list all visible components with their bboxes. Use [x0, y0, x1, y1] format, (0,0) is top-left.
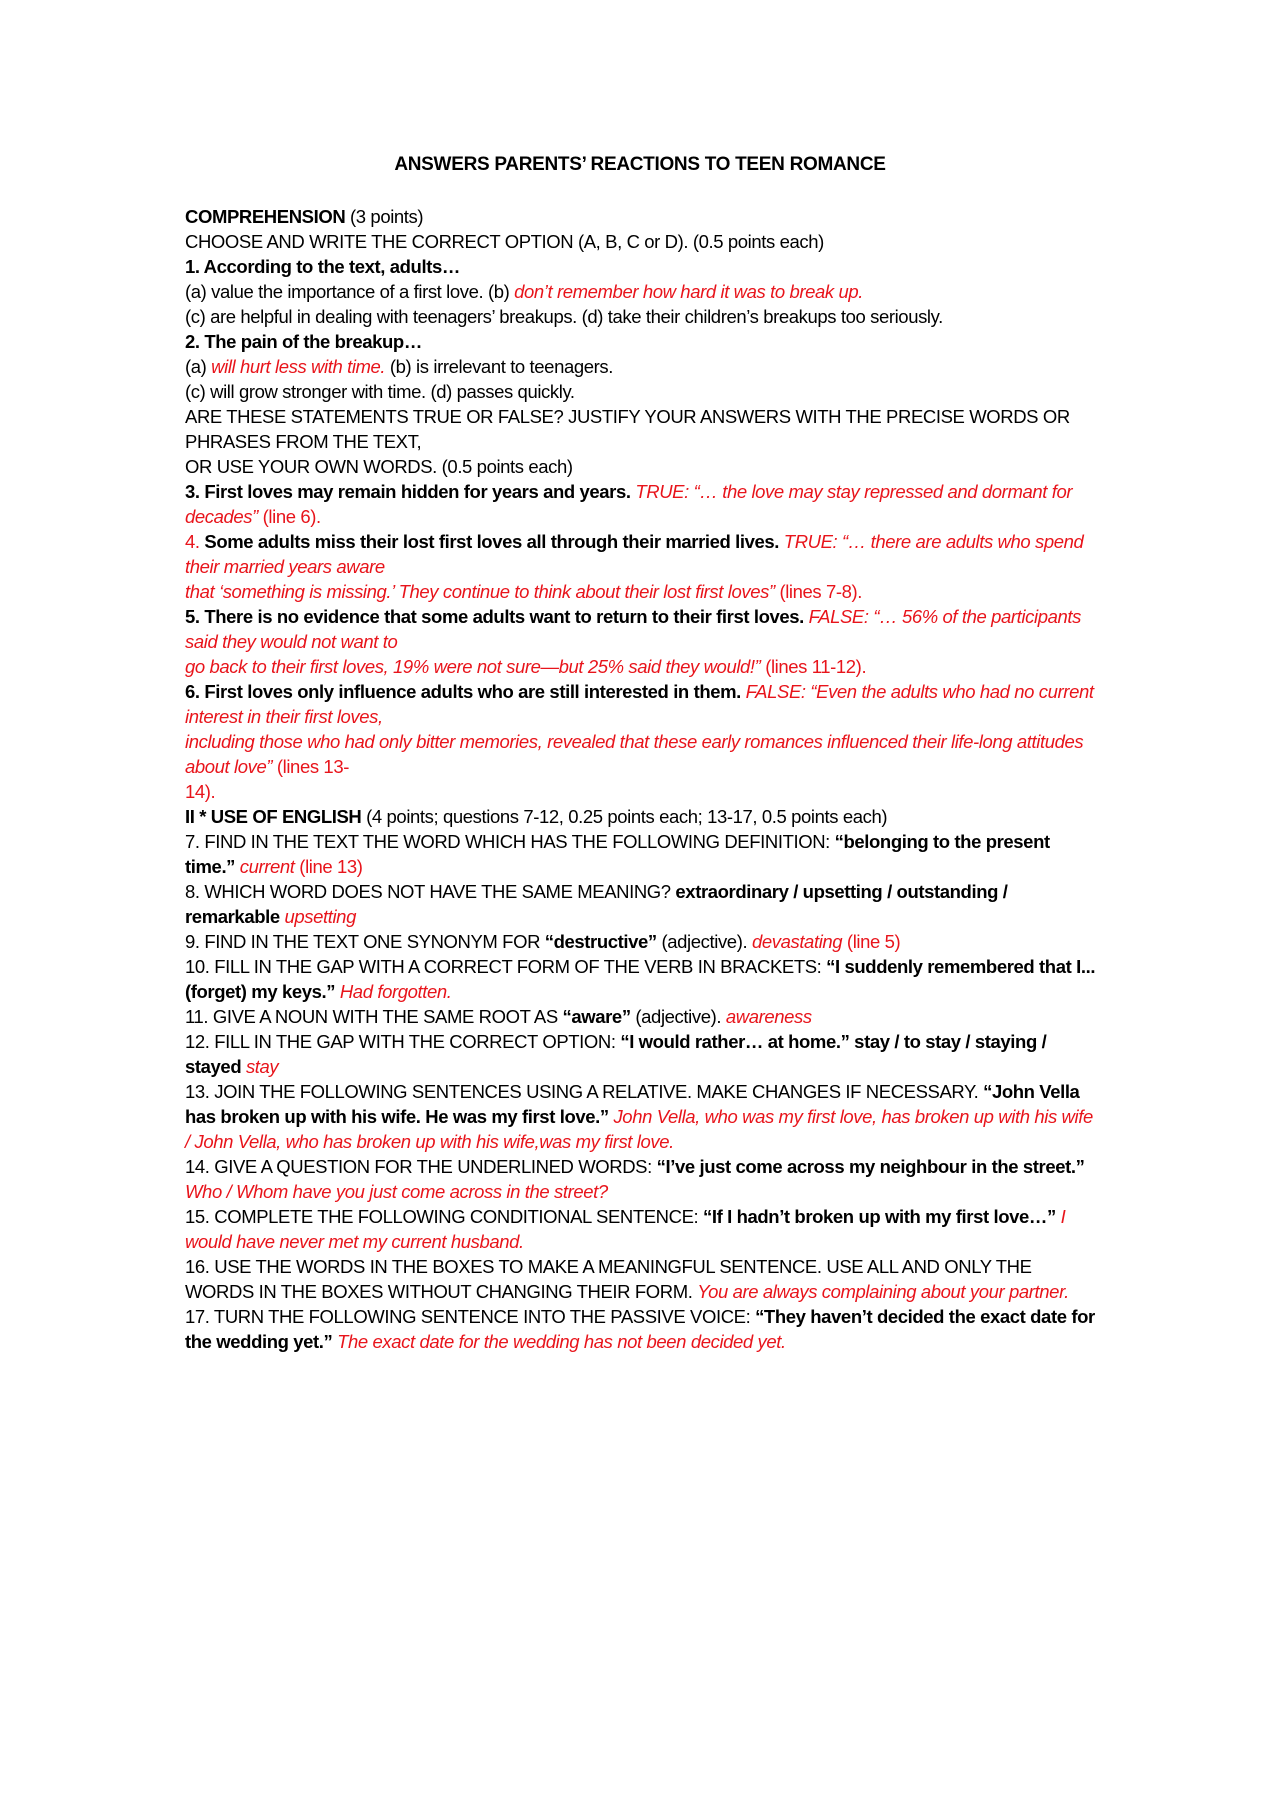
q13-answer: / John Vella, who has broken up with his wife,was my first love.	[185, 1131, 674, 1152]
q5-cont	[185, 629, 1105, 654]
q11-pos: (adjective).	[630, 1006, 726, 1027]
q6-answer: about love”	[185, 756, 273, 777]
q9-word: “destructive”	[544, 931, 657, 952]
q8-answer: upsetting	[279, 906, 356, 927]
q7-prompt: 7. FIND IN THE TEXT THE WORD WHICH HAS THE FOLLOWING DEFINITION:	[185, 831, 835, 852]
q2-options-ab	[185, 354, 1105, 379]
q1-options-ab	[185, 279, 1105, 304]
q16-cont	[185, 1279, 1105, 1304]
q12	[185, 1029, 1105, 1054]
q13-answer: John Vella, who was my first love, has broken up with his wife	[608, 1106, 1093, 1127]
q8-words: remarkable	[185, 906, 280, 927]
q17	[185, 1304, 1105, 1329]
q14-prompt: 14. GIVE A QUESTION FOR THE UNDERLINED WORDS:	[185, 1156, 657, 1177]
q6-line-ref: 14).	[185, 781, 216, 802]
q7-cont	[185, 854, 1105, 879]
q10	[185, 954, 1105, 979]
q8	[185, 879, 1105, 904]
q7-definition: time.”	[185, 856, 236, 877]
q13-prompt: 13. JOIN THE FOLLOWING SENTENCES USING A RELATIVE. MAKE CHANGES IF NECESSARY.	[185, 1081, 984, 1102]
q14-cont	[185, 1179, 1105, 1204]
q4-number: 4.	[185, 531, 205, 552]
q8-cont	[185, 904, 1105, 929]
q5-stem: 5. There is no evidence that some adults want to return to their first loves.	[185, 606, 809, 627]
q5-line-ref: (lines 11-12).	[760, 656, 867, 677]
q17-sentence: “They haven’t decided the exact date for	[755, 1306, 1095, 1327]
q15	[185, 1204, 1105, 1229]
q13-sentence: has broken up with his wife. He was my first love.”	[185, 1106, 609, 1127]
q9-pos: (adjective).	[656, 931, 752, 952]
q10-cont	[185, 979, 1105, 1004]
q3-cont	[185, 504, 1105, 529]
q6-cont	[185, 704, 1105, 729]
q13-sentence: “John Vella	[983, 1081, 1080, 1102]
section-points: (3 points)	[345, 206, 424, 227]
use-of-english-heading	[185, 804, 1105, 829]
q6-answer: including those who had only bitter memories, revealed that these early romances influenced their life-long attitudes	[185, 731, 1084, 752]
q6-answer: FALSE: “Even the adults who had no current	[745, 681, 1094, 702]
q4	[185, 529, 1105, 554]
q6	[185, 679, 1105, 704]
q17-sentence: the wedding yet.”	[185, 1331, 333, 1352]
comprehension-heading	[185, 204, 1105, 229]
q14	[185, 1154, 1105, 1179]
q15-sentence: “If I hadn’t broken up with my first love…”	[703, 1206, 1056, 1227]
tf-instruction: ARE THESE STATEMENTS TRUE OR FALSE? JUSTIFY YOUR ANSWERS WITH THE PRECISE WORDS OR	[185, 406, 1070, 427]
q12-prompt: 12. FILL IN THE GAP WITH THE CORRECT OPTION:	[185, 1031, 621, 1052]
page-title: ANSWERS PARENTS’ REACTIONS TO TEEN ROMANCE	[394, 154, 886, 175]
q11-answer: awareness	[725, 1006, 812, 1027]
q7-definition: “belonging to the present	[834, 831, 1050, 852]
q4-line-ref: (lines 7-8).	[774, 581, 863, 602]
tf-instruction: PHRASES FROM THE TEXT,	[185, 431, 422, 452]
q16-prompt: WORDS IN THE BOXES WITHOUT CHANGING THEIR FORM.	[185, 1281, 698, 1302]
q1-option-text: (a) value the importance of a first love. (b)	[185, 281, 515, 302]
q4-answer: that ‘something is missing.’ They continue to think about their lost first loves”	[185, 581, 775, 602]
q8-prompt: 8. WHICH WORD DOES NOT HAVE THE SAME MEANING?	[185, 881, 676, 902]
q13-cont	[185, 1129, 1105, 1154]
tf-instruction: OR USE YOUR OWN WORDS. (0.5 points each)	[185, 456, 573, 477]
q15-prompt: 15. COMPLETE THE FOLLOWING CONDITIONAL SENTENCE:	[185, 1206, 704, 1227]
q1-stem: 1. According to the text, adults…	[185, 256, 460, 277]
q1-options-cd: (c) are helpful in dealing with teenagers’ breakups. (d) take their children’s breakups too seriously.	[185, 306, 943, 327]
q15-cont	[185, 1229, 1105, 1254]
q6-cont	[185, 779, 1105, 804]
q17-prompt: 17. TURN THE FOLLOWING SENTENCE INTO THE PASSIVE VOICE:	[185, 1306, 756, 1327]
q17-cont	[185, 1329, 1105, 1354]
q5-cont	[185, 654, 1105, 679]
q17-answer: The exact date for the wedding has not been decided yet.	[332, 1331, 786, 1352]
q10-sentence: “I suddenly remembered that I...	[826, 956, 1096, 977]
q11-word: “aware”	[562, 1006, 631, 1027]
q13	[185, 1079, 1105, 1104]
q15-answer: I	[1055, 1206, 1066, 1227]
q12-cont	[185, 1054, 1105, 1079]
q4-answer: their married years aware	[185, 556, 385, 577]
q6-cont	[185, 729, 1105, 754]
q7-line-ref: (line 13)	[294, 856, 363, 877]
q10-answer: Had forgotten.	[335, 981, 452, 1002]
q2-option-text: (b) is irrelevant to teenagers.	[385, 356, 613, 377]
section-points: (4 points; questions 7-12, 0.25 points each; 13-17, 0.5 points each)	[361, 806, 888, 827]
q3-answer: decades”	[185, 506, 258, 527]
q2-options-cd: (c) will grow stronger with time. (d) passes quickly.	[185, 381, 575, 402]
q14-sentence: “I’ve just come across my neighbour in the street.”	[656, 1156, 1085, 1177]
answer-sheet	[185, 204, 1105, 1354]
q2-answer: will hurt less with time.	[211, 356, 386, 377]
q5-answer: go back to their first loves, 19% were not sure—but 25% said they would!”	[185, 656, 761, 677]
q6-cont	[185, 754, 1105, 779]
q1-answer: don’t remember how hard it was to break up.	[514, 281, 864, 302]
q10-prompt: 10. FILL IN THE GAP WITH A CORRECT FORM OF THE VERB IN BRACKETS:	[185, 956, 827, 977]
q14-answer: Who / Whom have you just come across in the street?	[185, 1181, 608, 1202]
q5	[185, 604, 1105, 629]
q5-answer: said they would not want to	[185, 631, 398, 652]
q3-answer: TRUE: “… the love may stay repressed and dormant for	[635, 481, 1073, 502]
q2-stem: 2. The pain of the breakup…	[185, 331, 422, 352]
q13-cont	[185, 1104, 1105, 1129]
q4-stem: Some adults miss their lost first loves all through their married lives.	[204, 531, 784, 552]
q4-answer: TRUE: “… there are adults who spend	[783, 531, 1084, 552]
section-title: COMPREHENSION	[185, 206, 346, 227]
q3-stem: 3. First loves may remain hidden for years and years.	[185, 481, 636, 502]
q9	[185, 929, 1105, 954]
q8-words: extraordinary / upsetting / outstanding /	[675, 881, 1008, 902]
q6-answer: interest in their first loves,	[185, 706, 383, 727]
q5-answer: FALSE: “… 56% of the participants	[808, 606, 1081, 627]
q11-prompt: 11. GIVE A NOUN WITH THE SAME ROOT AS	[185, 1006, 563, 1027]
q11	[185, 1004, 1105, 1029]
q9-prompt: 9. FIND IN THE TEXT ONE SYNONYM FOR	[185, 931, 545, 952]
q4-cont	[185, 579, 1105, 604]
q7-answer: current	[235, 856, 295, 877]
q9-line-ref: (line 5)	[842, 931, 901, 952]
q6-line-ref: (lines 13-	[272, 756, 349, 777]
q4-cont	[185, 554, 1105, 579]
q9-answer: devastating	[751, 931, 843, 952]
q12-answer: stay	[241, 1056, 279, 1077]
q12-sentence: “I would rather… at home.” stay / to stay / staying /	[620, 1031, 1047, 1052]
q10-sentence: (forget) my keys.”	[185, 981, 336, 1002]
q7	[185, 829, 1105, 854]
q16-answer: You are always complaining about your partner.	[697, 1281, 1069, 1302]
comprehension-instruction: CHOOSE AND WRITE THE CORRECT OPTION (A, B, C or D). (0.5 points each)	[185, 231, 824, 252]
q3-line-ref: (line 6).	[257, 506, 321, 527]
q16: 16. USE THE WORDS IN THE BOXES TO MAKE A MEANINGFUL SENTENCE. USE ALL AND ONLY THE	[185, 1256, 1032, 1277]
q15-answer: would have never met my current husband.	[185, 1231, 524, 1252]
q12-sentence: stayed	[185, 1056, 242, 1077]
section-title: II * USE OF ENGLISH	[185, 806, 362, 827]
q2-option-label: (a)	[185, 356, 212, 377]
q6-stem: 6. First loves only influence adults who are still interested in them.	[185, 681, 746, 702]
q3	[185, 479, 1105, 504]
